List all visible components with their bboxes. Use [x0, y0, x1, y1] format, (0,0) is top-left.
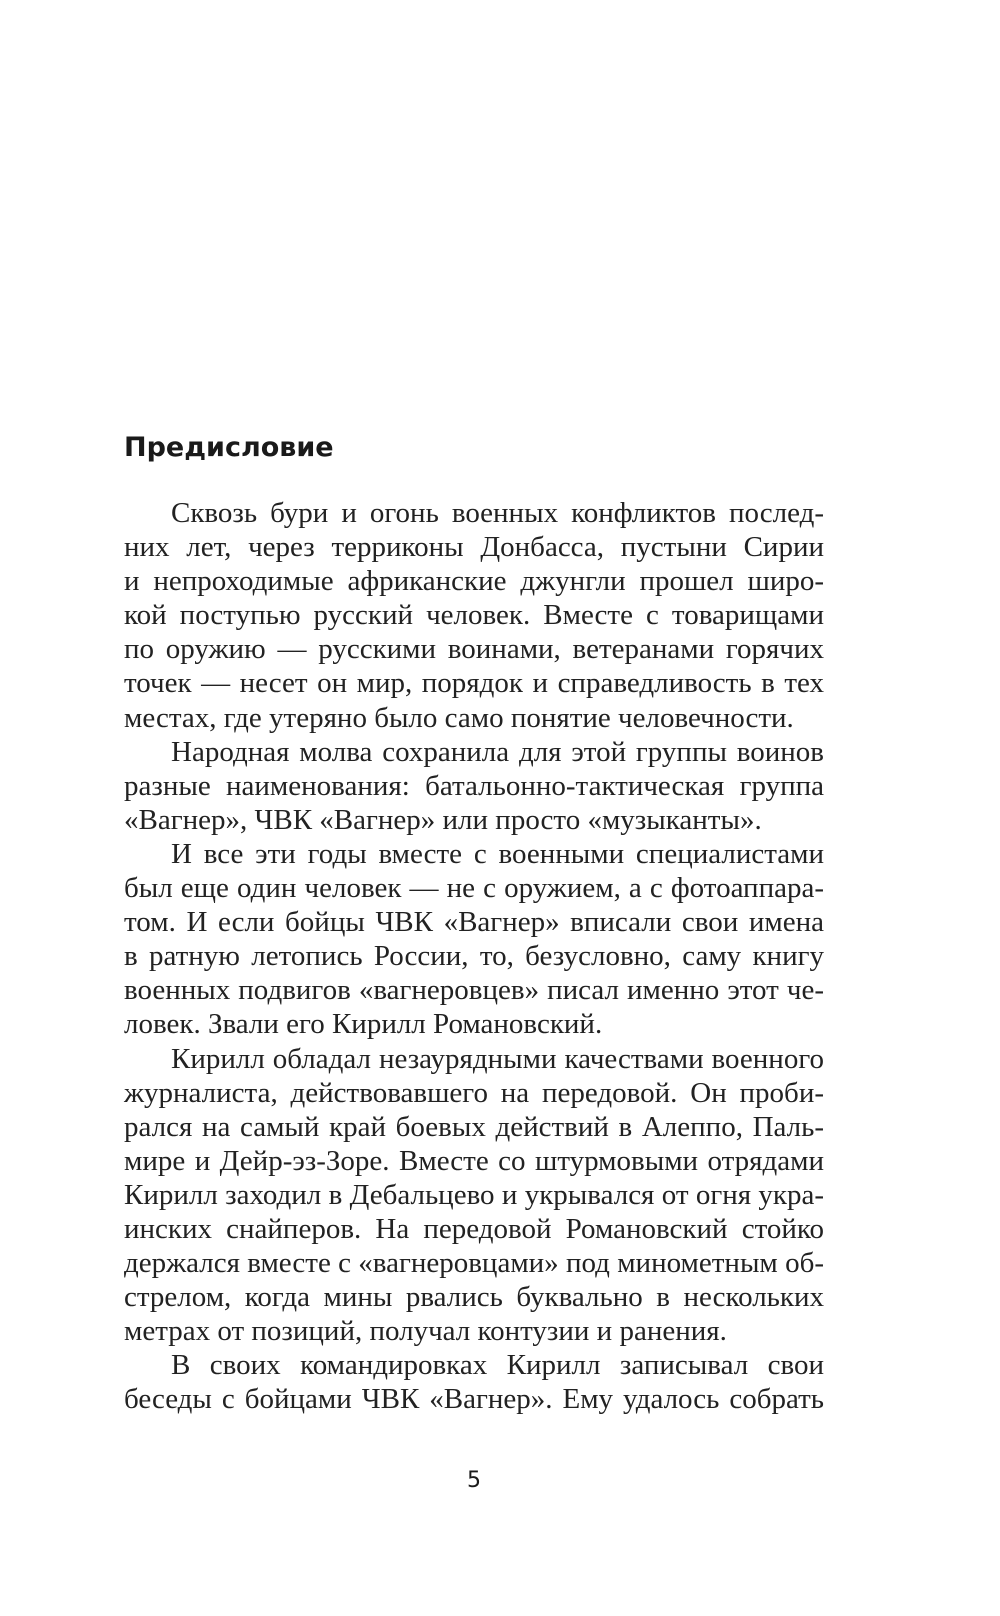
text-line: точек — несет он мир, порядок и справедливость в тех: [124, 667, 824, 700]
text-line: держался вместе с «вагнеровцами» под минометным об-: [124, 1247, 824, 1280]
text-line: стрелом, когда мины рвались буквально в нескольких: [124, 1281, 824, 1314]
body-text: [124, 496, 824, 1417]
text-line: в ратную летопись России, то, безусловно, саму книгу: [124, 940, 824, 973]
text-line: Народная молва сохранила для этой группы воинов: [171, 735, 824, 768]
text-line: ловек. Звали его Кирилл Романовский.: [124, 1008, 603, 1041]
text-line: И все эти годы вместе с военными специалистами: [171, 837, 824, 870]
text-line: и непроходимые африканские джунгли прошел широ-: [124, 565, 824, 598]
text-line: рался на самый край боевых действий в Алеппо, Паль-: [124, 1110, 824, 1143]
text-line: кой поступью русский человек. Вместе с товарищами: [124, 599, 824, 632]
text-line: Кирилл обладал незаурядными качествами военного: [171, 1042, 824, 1075]
text-line: том. И если бойцы ЧВК «Вагнер» вписали свои имена: [124, 906, 824, 939]
text-line: инских снайперов. На передовой Романовский стойко: [124, 1212, 824, 1245]
chapter-heading: Предисловие: [124, 432, 334, 463]
page-number: 5: [467, 1468, 481, 1493]
text-line: беседы с бойцами ЧВК «Вагнер». Ему удалось собрать: [124, 1383, 824, 1416]
text-line: военных подвигов «вагнеровцев» писал именно этот че-: [124, 974, 824, 1007]
text-line: журналиста, действовавшего на передовой. Он проби-: [124, 1076, 824, 1109]
text-line: В своих командировках Кирилл записывал свои: [171, 1349, 824, 1382]
text-line: метрах от позиций, получал контузии и ранения.: [124, 1315, 727, 1348]
text-line: Кирилл заходил в Дебальцево и укрывался от огня укра-: [124, 1178, 824, 1211]
text-line: местах, где утеряно было само понятие человечности.: [124, 701, 794, 734]
text-line: разные наименования: батальонно-тактическая группа: [124, 769, 824, 802]
text-line: Сквозь бури и огонь военных конфликтов послед-: [171, 497, 824, 529]
text-line: мире и Дейр-эз-Зоре. Вместе со штурмовыми отрядами: [124, 1144, 824, 1177]
text-line: «Вагнер», ЧВК «Вагнер» или просто «музыканты».: [124, 803, 762, 836]
text-line: них лет, через терриконы Донбасса, пустыни Сирии: [124, 531, 824, 564]
text-line: был еще один человек — не с оружием, а с фотоаппара-: [124, 872, 824, 905]
text-line: по оружию — русскими воинами, ветеранами горячих: [124, 633, 824, 666]
